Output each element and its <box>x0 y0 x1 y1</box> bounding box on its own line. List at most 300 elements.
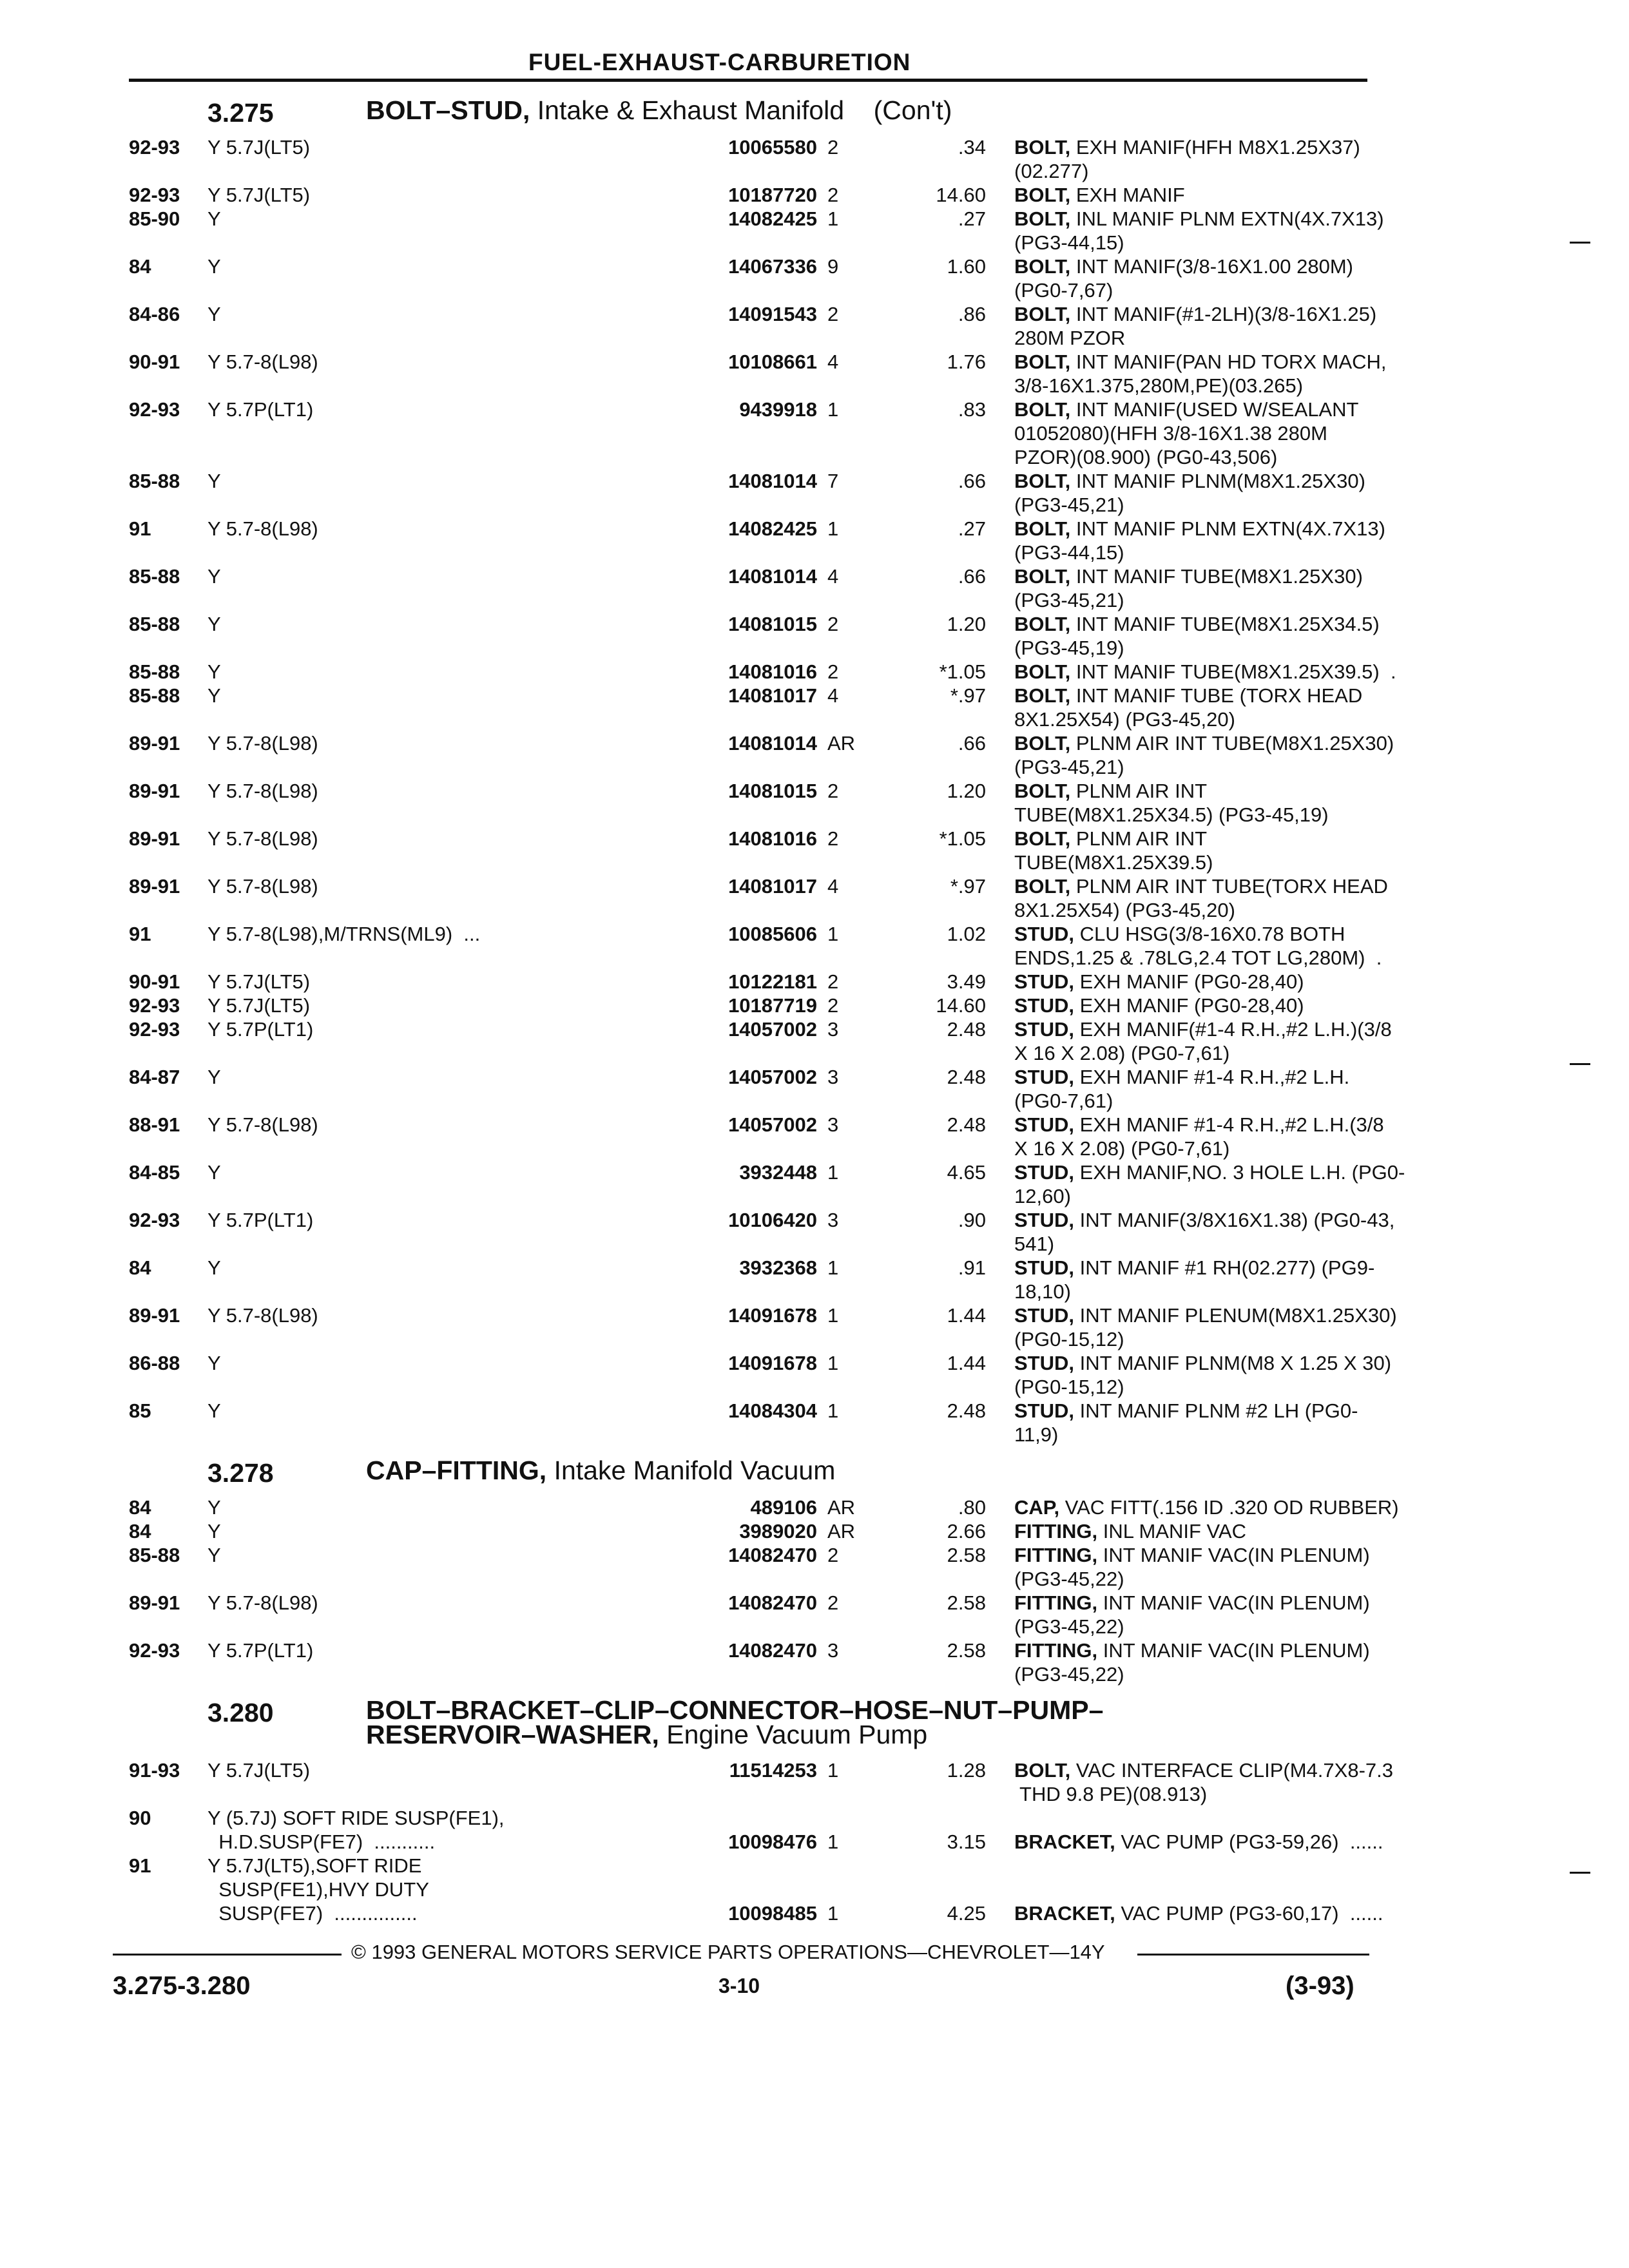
parts-row <box>129 1758 1393 1806</box>
part-description-text: INT MANIF(PAN HD TORX MACH, 3/8-16X1.375,280M,PE)(03.265) <box>1014 351 1387 397</box>
price: *.97 <box>950 875 986 898</box>
section-heading <box>129 1695 1367 1758</box>
section-title <box>366 95 1268 125</box>
part-type: STUD, <box>1014 1113 1074 1136</box>
quantity: 3 <box>827 1018 839 1041</box>
price: 1.02 <box>947 923 986 945</box>
quantity: 2 <box>827 994 839 1017</box>
model-year: 85-88 <box>129 470 180 492</box>
parts-row <box>129 994 1367 1017</box>
section-title-rest: Intake Manifold Vacuum <box>546 1456 836 1485</box>
quantity: AR <box>827 732 856 754</box>
parts-row <box>129 1351 1392 1399</box>
model-year: 84 <box>129 255 151 278</box>
part-type: BOLT, <box>1014 398 1071 421</box>
quantity: 3 <box>827 1209 839 1231</box>
model-code: Y <box>207 1066 221 1088</box>
model-code: Y 5.7J(LT5) <box>207 970 311 993</box>
model-code: Y 5.7J(LT5),SOFT RIDE SUSP(FE1),HVY DUTY SUSP(FE7) ............... <box>207 1854 429 1925</box>
part-type: BOLT, <box>1014 565 1071 588</box>
header-rule <box>129 79 1367 82</box>
part-description <box>1014 255 1491 302</box>
part-description-text: VAC INTERFACE CLIP(M4.7X8-7.3 THD 9.8 PE)(08.913) <box>1019 1759 1393 1805</box>
price: 1.28 <box>947 1759 986 1782</box>
part-description <box>1014 1208 1491 1256</box>
price: 2.48 <box>947 1066 986 1088</box>
part-number: 14091678 <box>728 1352 817 1374</box>
model-code: Y <box>207 565 221 588</box>
parts-row <box>129 684 1367 731</box>
margin-mark <box>1570 1872 1590 1874</box>
part-description <box>1014 1399 1491 1446</box>
model-year: 92-93 <box>129 398 180 421</box>
price: 14.60 <box>936 184 986 206</box>
part-description-text: INT MANIF(3/8X16X1.38) (PG0-43, 541) <box>1014 1209 1395 1255</box>
part-description <box>1014 1758 1491 1806</box>
part-type: BOLT, <box>1014 184 1071 206</box>
footer-copyright-line <box>113 1941 1369 1969</box>
model-year: 85-88 <box>129 613 180 635</box>
part-number: 10065580 <box>728 136 817 159</box>
part-type: STUD, <box>1014 994 1074 1017</box>
quantity: 1 <box>827 1352 839 1374</box>
part-description <box>1014 1256 1491 1303</box>
quantity: 4 <box>827 875 839 898</box>
parts-listing <box>129 95 1405 1934</box>
model-year: 85-90 <box>129 207 180 230</box>
parts-row <box>129 1208 1395 1256</box>
model-year: 89-91 <box>129 732 180 754</box>
part-number: 10122181 <box>728 970 817 993</box>
section-title-rest: Engine Vacuum Pump <box>659 1720 928 1749</box>
price: 3.49 <box>947 970 986 993</box>
part-description-text: CLU HSG(3/8-16X0.78 BOTH ENDS,1.25 & .78LG,2.4 TOT LG,280M) . <box>1014 923 1382 969</box>
model-code: Y <box>207 1256 221 1279</box>
model-year: 89-91 <box>129 875 180 898</box>
part-description <box>1014 1017 1491 1065</box>
parts-row <box>129 398 1367 469</box>
model-year: 84-87 <box>129 1066 180 1088</box>
part-description-text: INT MANIF PLNM(M8X1.25X30) (PG3-45,21) <box>1014 470 1365 516</box>
quantity: 2 <box>827 303 839 325</box>
parts-row <box>129 1256 1375 1303</box>
price: *1.05 <box>939 660 986 683</box>
model-year: 91 <box>129 517 151 540</box>
part-description-text: VAC PUMP (PG3-59,26) ...... <box>1115 1831 1383 1853</box>
model-code: Y <box>207 1544 221 1566</box>
part-description-text: EXH MANIF #1-4 R.H.,#2 L.H. (PG0-7,61) <box>1014 1066 1350 1112</box>
model-year: 84 <box>129 1256 151 1279</box>
price: .86 <box>958 303 986 325</box>
model-year: 84-86 <box>129 303 180 325</box>
part-description-text: INT MANIF TUBE (TORX HEAD 8X1.25X54) (PG3-45,20) <box>1014 684 1363 731</box>
model-code: Y 5.7P(LT1) <box>207 1209 314 1231</box>
price: 2.48 <box>947 1399 986 1422</box>
part-type: STUD, <box>1014 1018 1074 1041</box>
part-number: 10098476 <box>728 1831 817 1853</box>
quantity: AR <box>827 1520 856 1542</box>
model-code: Y 5.7J(LT5) <box>207 184 311 206</box>
part-type: BOLT, <box>1014 684 1071 707</box>
price: 1.20 <box>947 613 986 635</box>
quantity: 9 <box>827 255 839 278</box>
part-number: 10098485 <box>728 1902 817 1925</box>
model-code: Y <box>207 684 221 707</box>
parts-row <box>129 922 1382 970</box>
section-title <box>366 1695 1268 1749</box>
part-description <box>1014 398 1491 469</box>
part-description <box>1014 684 1491 731</box>
quantity: 2 <box>827 1591 839 1614</box>
part-number: 14081014 <box>728 732 817 754</box>
quantity: 1 <box>827 517 839 540</box>
part-number: 14081015 <box>728 613 817 635</box>
part-description-text: INT MANIF TUBE(M8X1.25X30) (PG3-45,21) <box>1014 565 1363 611</box>
part-number: 10085606 <box>728 923 817 945</box>
quantity: 2 <box>827 184 839 206</box>
part-description <box>1014 731 1491 779</box>
part-number: 14082425 <box>728 207 817 230</box>
price: .27 <box>958 517 986 540</box>
parts-row <box>129 1495 1399 1519</box>
part-description-text: VAC FITT(.156 ID .320 OD RUBBER) <box>1059 1496 1399 1519</box>
part-number: 14081016 <box>728 660 817 683</box>
price: .66 <box>958 470 986 492</box>
part-type: BOLT, <box>1014 875 1071 898</box>
margin-mark <box>1570 242 1590 244</box>
part-description <box>1014 1543 1491 1591</box>
price: 1.60 <box>947 255 986 278</box>
model-code: Y (5.7J) SOFT RIDE SUSP(FE1), H.D.SUSP(FE7) ........... <box>207 1807 505 1853</box>
part-description-text: INL MANIF PLNM EXTN(4X.7X13) (PG3-44,15) <box>1014 207 1384 254</box>
quantity: AR <box>827 1496 856 1519</box>
part-description <box>1014 1160 1491 1208</box>
price: .80 <box>958 1496 986 1519</box>
model-year: 90-91 <box>129 970 180 993</box>
model-year: 92-93 <box>129 1018 180 1041</box>
quantity: 2 <box>827 136 839 159</box>
parts-row <box>129 1017 1392 1065</box>
parts-row <box>129 1639 1370 1686</box>
parts-row <box>129 1854 1383 1925</box>
part-description <box>1014 1495 1491 1519</box>
model-year: 85-88 <box>129 684 180 707</box>
footer-page-number: 3-10 <box>718 1974 760 1997</box>
part-number: 14091678 <box>728 1304 817 1327</box>
part-type: BOLT, <box>1014 780 1071 802</box>
part-description <box>1014 1591 1491 1639</box>
part-description-text: PLNM AIR INT TUBE(M8X1.25X34.5) (PG3-45,19) <box>1014 780 1329 826</box>
model-year: 89-91 <box>129 827 180 850</box>
model-year: 89-91 <box>129 1304 180 1327</box>
model-year: 88-91 <box>129 1113 180 1136</box>
part-type: BOLT, <box>1014 613 1071 635</box>
part-description-text: PLNM AIR INT TUBE(M8X1.25X39.5) <box>1014 827 1213 874</box>
model-code: Y 5.7P(LT1) <box>207 398 314 421</box>
model-code: Y 5.7-8(L98) <box>207 1113 318 1136</box>
page-header-title: FUEL-EXHAUST-CARBURETION <box>528 49 911 75</box>
part-description-text: EXH MANIF (PG0-28,40) <box>1074 970 1304 993</box>
price: .90 <box>958 1209 986 1231</box>
parts-row <box>129 970 1367 994</box>
quantity: 4 <box>827 684 839 707</box>
price: .66 <box>958 732 986 754</box>
part-description <box>1014 994 1491 1017</box>
part-description <box>1014 207 1491 255</box>
model-code: Y 5.7-8(L98) <box>207 780 318 802</box>
part-number: 10187719 <box>728 994 817 1017</box>
price: 3.15 <box>947 1831 986 1853</box>
quantity: 1 <box>827 398 839 421</box>
part-number: 14091543 <box>728 303 817 325</box>
part-description-text: INL MANIF VAC <box>1097 1520 1246 1542</box>
price: 4.25 <box>947 1902 986 1925</box>
quantity: 3 <box>827 1639 839 1662</box>
part-type: FITTING, <box>1014 1544 1098 1566</box>
part-description-text: INT MANIF VAC(IN PLENUM) (PG3-45,22) <box>1014 1591 1370 1638</box>
part-description-text: INT MANIF PLNM(M8 X 1.25 X 30) (PG0-15,12) <box>1014 1352 1392 1398</box>
part-number: 9439918 <box>739 398 817 421</box>
part-type: BOLT, <box>1014 517 1071 540</box>
quantity: 1 <box>827 207 839 230</box>
part-number: 10106420 <box>728 1209 817 1231</box>
part-number: 3932448 <box>739 1161 817 1184</box>
part-description <box>1014 660 1491 684</box>
part-type: STUD, <box>1014 970 1074 993</box>
part-description-text: EXH MANIF #1-4 R.H.,#2 L.H.(3/8 X 16 X 2.08) (PG0-7,61) <box>1014 1113 1384 1160</box>
quantity: 2 <box>827 1544 839 1566</box>
quantity: 2 <box>827 613 839 635</box>
model-code: Y 5.7-8(L98) <box>207 875 318 898</box>
part-type: BOLT, <box>1014 1759 1071 1782</box>
model-year: 85-88 <box>129 565 180 588</box>
part-description <box>1014 970 1491 994</box>
part-description-text: INT MANIF VAC(IN PLENUM) (PG3-45,22) <box>1014 1639 1370 1686</box>
part-type: STUD, <box>1014 923 1074 945</box>
model-code: Y 5.7-8(L98) <box>207 351 318 373</box>
parts-row <box>129 255 1367 302</box>
price: *.97 <box>950 684 986 707</box>
parts-row <box>129 517 1385 564</box>
parts-row <box>129 1303 1397 1351</box>
parts-row <box>129 1113 1384 1160</box>
part-description-text: EXH MANIF,NO. 3 HOLE L.H. (PG0- 12,60) <box>1014 1161 1405 1207</box>
part-type: BRACKET, <box>1014 1831 1115 1853</box>
parts-row <box>129 731 1394 779</box>
price: 2.66 <box>947 1520 986 1542</box>
part-description-text: INT MANIF(3/8-16X1.00 280M) (PG0-7,67) <box>1014 255 1354 302</box>
price: 1.20 <box>947 780 986 802</box>
model-year: 91 <box>129 923 151 945</box>
footer-rule-left <box>113 1954 342 1956</box>
model-code: Y <box>207 255 221 278</box>
section-heading <box>129 1456 1367 1495</box>
part-type: BOLT, <box>1014 660 1071 683</box>
footer-copyright: © 1993 GENERAL MOTORS SERVICE PARTS OPERATIONS—CHEVROLET—14Y <box>351 1941 1105 1963</box>
quantity: 7 <box>827 470 839 492</box>
part-description-text: INT MANIF TUBE(M8X1.25X39.5) . <box>1070 660 1396 683</box>
parts-row <box>129 612 1380 660</box>
parts-row <box>129 660 1396 684</box>
model-year: 84 <box>129 1496 151 1519</box>
model-code: Y <box>207 470 221 492</box>
model-year: 92-93 <box>129 1209 180 1231</box>
quantity: 2 <box>827 660 839 683</box>
quantity: 4 <box>827 351 839 373</box>
parts-row <box>129 135 1367 183</box>
parts-row <box>129 183 1367 207</box>
part-description <box>1014 1351 1491 1399</box>
section-title-keyword: BOLT–STUD, <box>366 95 530 125</box>
part-description <box>1014 135 1491 183</box>
section-number: 3.280 <box>207 1698 274 1727</box>
part-number: 14082470 <box>728 1591 817 1614</box>
model-code: Y 5.7-8(L98) <box>207 1304 318 1327</box>
quantity: 3 <box>827 1113 839 1136</box>
price: 1.76 <box>947 351 986 373</box>
part-description-text: INT MANIF PLENUM(M8X1.25X30) (PG0-15,12) <box>1014 1304 1397 1350</box>
model-year: 91 <box>129 1854 151 1877</box>
part-description <box>1014 612 1491 660</box>
part-number: 14081017 <box>728 875 817 898</box>
part-number: 14084304 <box>728 1399 817 1422</box>
part-description-text: INT MANIF #1 RH(02.277) (PG9- 18,10) <box>1014 1256 1375 1303</box>
section-spacer <box>129 1446 1367 1456</box>
part-type: STUD, <box>1014 1304 1074 1327</box>
part-type: BOLT, <box>1014 136 1071 159</box>
part-number: 14067336 <box>728 255 817 278</box>
quantity: 1 <box>827 1256 839 1279</box>
part-number: 14081014 <box>728 565 817 588</box>
part-type: BOLT, <box>1014 732 1071 754</box>
part-type: STUD, <box>1014 1161 1074 1184</box>
model-code: Y 5.7-8(L98),M/TRNS(ML9) ... <box>207 923 481 945</box>
price: .91 <box>958 1256 986 1279</box>
part-description <box>1014 1830 1491 1854</box>
part-description <box>1014 183 1491 207</box>
section-title-rest: Intake & Exhaust Manifold (Con't) <box>530 95 952 125</box>
price: 4.65 <box>947 1161 986 1184</box>
model-year: 91-93 <box>129 1759 180 1782</box>
part-type: STUD, <box>1014 1256 1074 1279</box>
part-description-text: EXH MANIF(HFH M8X1.25X37) (02.277) <box>1014 136 1360 182</box>
price: 2.58 <box>947 1544 986 1566</box>
part-type: FITTING, <box>1014 1520 1098 1542</box>
price: *1.05 <box>939 827 986 850</box>
part-type: FITTING, <box>1014 1639 1098 1662</box>
part-type: BOLT, <box>1014 827 1071 850</box>
model-code: Y <box>207 207 221 230</box>
price: .83 <box>958 398 986 421</box>
model-code: Y <box>207 1161 221 1184</box>
model-code: Y 5.7P(LT1) <box>207 1018 314 1041</box>
model-code: Y 5.7-8(L98) <box>207 732 318 754</box>
part-description <box>1014 1113 1491 1160</box>
part-description-text: INT MANIF VAC(IN PLENUM) (PG3-45,22) <box>1014 1544 1370 1590</box>
model-code: Y 5.7-8(L98) <box>207 1591 318 1614</box>
model-code: Y <box>207 613 221 635</box>
part-type: STUD, <box>1014 1066 1074 1088</box>
part-number: 10187720 <box>728 184 817 206</box>
model-year: 90-91 <box>129 351 180 373</box>
part-number: 14057002 <box>728 1018 817 1041</box>
part-description-text: INT MANIF PLNM #2 LH (PG0- 11,9) <box>1014 1399 1358 1446</box>
part-description <box>1014 779 1491 827</box>
part-number: 14082470 <box>728 1639 817 1662</box>
price: 1.44 <box>947 1304 986 1327</box>
price: .27 <box>958 207 986 230</box>
price: 14.60 <box>936 994 986 1017</box>
part-number: 14081015 <box>728 780 817 802</box>
part-description-text: INT MANIF PLNM EXTN(4X.7X13) (PG3-44,15) <box>1014 517 1385 564</box>
price: 2.48 <box>947 1018 986 1041</box>
model-code: Y 5.7P(LT1) <box>207 1639 314 1662</box>
footer-rule-right <box>1137 1954 1369 1956</box>
quantity: 1 <box>827 1831 839 1853</box>
section-spacer <box>129 1686 1367 1695</box>
price: .66 <box>958 565 986 588</box>
quantity: 4 <box>827 565 839 588</box>
model-year: 85-88 <box>129 1544 180 1566</box>
part-type: BOLT, <box>1014 255 1071 278</box>
part-description-text: INT MANIF(#1-2LH)(3/8-16X1.25) 280M PZOR <box>1014 303 1377 349</box>
parts-row <box>129 1519 1367 1543</box>
part-number: 14081016 <box>728 827 817 850</box>
section-spacer <box>129 1925 1367 1934</box>
part-number: 14082425 <box>728 517 817 540</box>
part-description <box>1014 350 1491 398</box>
part-type: BOLT, <box>1014 303 1071 325</box>
part-description-text: VAC PUMP (PG3-60,17) ...... <box>1115 1902 1383 1925</box>
parts-row <box>129 469 1367 517</box>
parts-row <box>129 874 1388 922</box>
model-code: Y 5.7J(LT5) <box>207 994 311 1017</box>
part-description <box>1014 874 1491 922</box>
model-year: 90 <box>129 1807 151 1829</box>
part-description-text: PLNM AIR INT TUBE(TORX HEAD 8X1.25X54) (PG3-45,20) <box>1014 875 1388 921</box>
parts-row <box>129 827 1367 874</box>
model-year: 85 <box>129 1399 151 1422</box>
model-code: Y <box>207 660 221 683</box>
part-description <box>1014 1639 1491 1686</box>
section-number: 3.278 <box>207 1458 274 1488</box>
parts-row <box>129 207 1384 255</box>
parts-row <box>129 1065 1367 1113</box>
part-description-text: EXH MANIF <box>1070 184 1185 206</box>
model-year: 92-93 <box>129 184 180 206</box>
quantity: 1 <box>827 1161 839 1184</box>
part-description <box>1014 1519 1491 1543</box>
model-code: Y 5.7J(LT5) <box>207 136 311 159</box>
quantity: 1 <box>827 923 839 945</box>
part-number: 14081014 <box>728 470 817 492</box>
quantity: 3 <box>827 1066 839 1088</box>
part-description <box>1014 302 1491 350</box>
parts-row <box>129 1160 1405 1208</box>
quantity: 2 <box>827 780 839 802</box>
section-title <box>366 1458 1268 1483</box>
part-description-text: PLNM AIR INT TUBE(M8X1.25X30) (PG3-45,21) <box>1014 732 1394 778</box>
part-type: BOLT, <box>1014 351 1071 373</box>
section-title-keyword: CAP–FITTING, <box>366 1456 547 1485</box>
price: 1.44 <box>947 1352 986 1374</box>
model-code: Y <box>207 1399 221 1422</box>
model-code: Y <box>207 1496 221 1519</box>
quantity: 2 <box>827 970 839 993</box>
price: 2.58 <box>947 1639 986 1662</box>
footer-date-code: (3-93) <box>1286 1972 1354 2000</box>
part-type: STUD, <box>1014 1209 1074 1231</box>
